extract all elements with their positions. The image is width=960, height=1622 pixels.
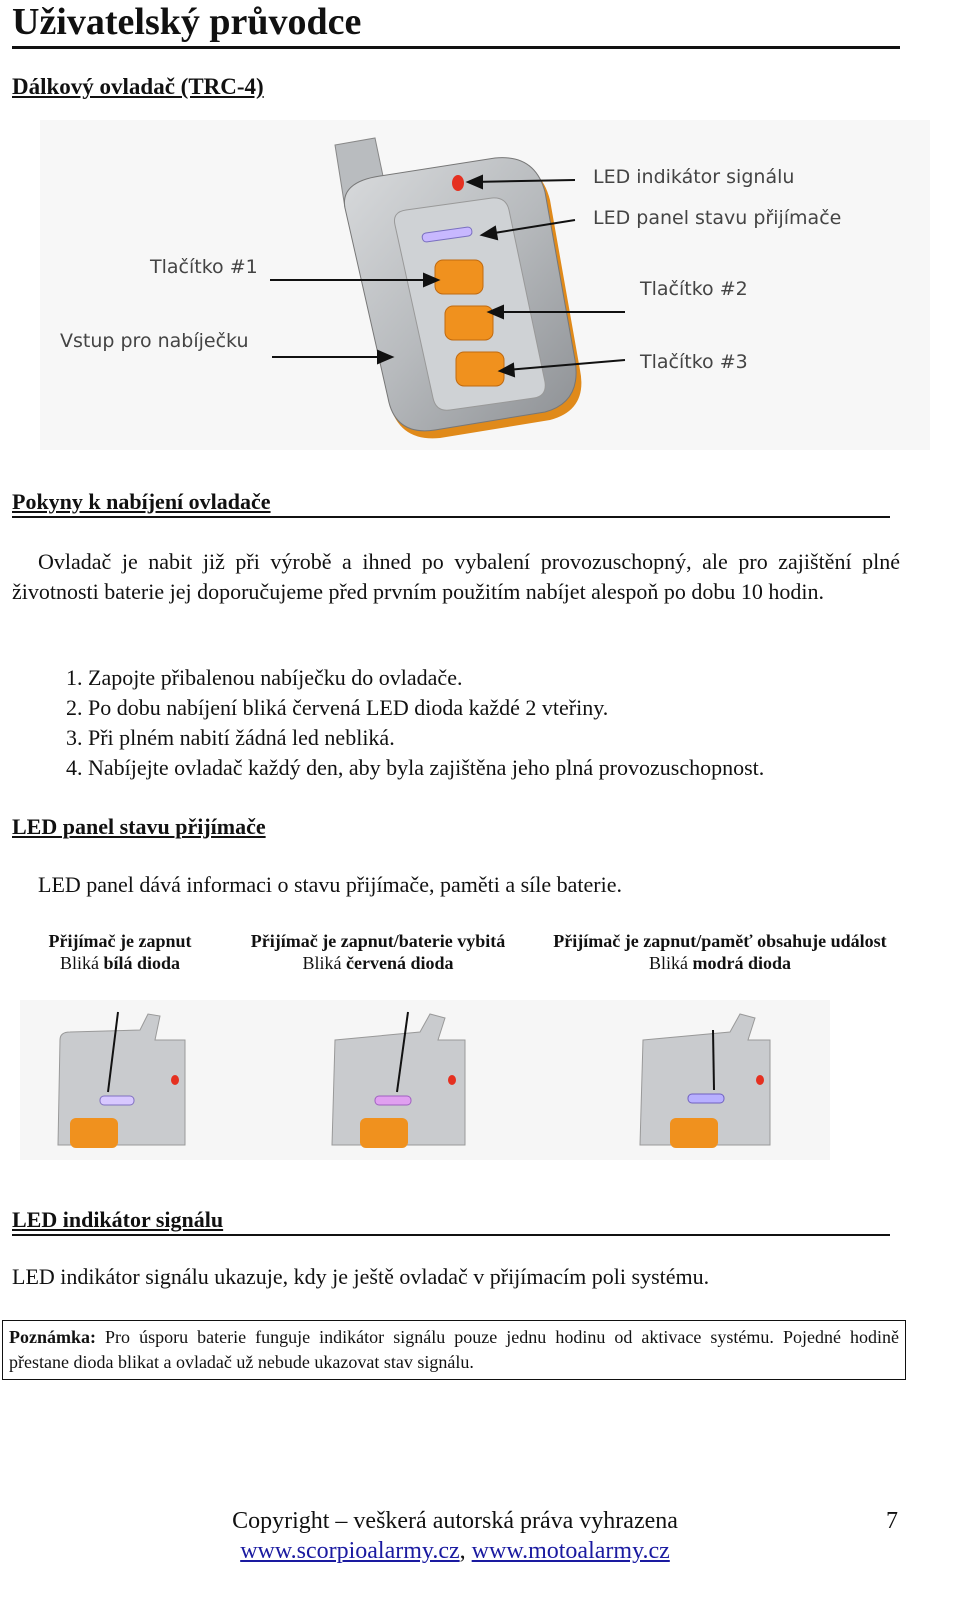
footer-link-motoalarmy[interactable]: www.motoalarmy.cz: [471, 1538, 670, 1564]
label-led-panel: LED panel stavu přijímače: [593, 207, 842, 229]
signal-heading: LED indikátor signálu: [12, 1206, 890, 1236]
led-state-title: Přijímač je zapnut/paměť obsahuje událost: [553, 931, 887, 951]
list-item: 1. Zapojte přibalenou nabíječku do ovladače.: [88, 663, 764, 693]
led-panel-lead: LED panel dává informaci o stavu přijímače, paměti a síle baterie.: [38, 872, 622, 897]
label-button1: Tlačítko #1: [150, 256, 258, 278]
note-label: Poznámka:: [9, 1327, 96, 1347]
remote-control-figure: [40, 120, 930, 450]
note-box: [2, 1320, 906, 1380]
list-item: 2. Po dobu nabíjení bliká červená LED dioda každé 2 vteřiny.: [88, 693, 764, 723]
label-charger: Vstup pro nabíječku: [60, 330, 249, 352]
page-title: Uživatelský průvodce: [12, 0, 900, 49]
footer-links: www.scorpioalarmy.cz, www.motoalarmy.cz: [240, 1538, 670, 1564]
led-state-1: [20, 930, 220, 974]
led-state-2: [228, 930, 528, 974]
led-state-3: [535, 930, 905, 974]
label-button3: Tlačítko #3: [640, 351, 748, 373]
list-item: 4. Nabíjejte ovladač každý den, aby byla zajištěna jeho plná provozuschopnost.: [88, 753, 764, 783]
footer-copyright: Copyright – veškerá autorská práva vyhrazena: [232, 1508, 678, 1534]
led-state-title: Přijímač je zapnut/baterie vybitá: [250, 931, 506, 951]
page-subtitle: Dálkový ovladač (TRC-4): [12, 74, 264, 99]
led-state-title: Přijímač je zapnut: [48, 931, 192, 951]
signal-text: LED indikátor signálu ukazuje, kdy je ještě ovladač v přijímacím poli systému.: [12, 1264, 710, 1289]
led-state-blink: Bliká červená dioda: [302, 953, 454, 973]
charging-steps: [40, 663, 764, 783]
led-state-images: [20, 1000, 830, 1160]
footer-link-scorpioalarmy[interactable]: www.scorpioalarmy.cz: [240, 1538, 460, 1564]
led-state-blink: Bliká bílá dioda: [59, 953, 181, 973]
charging-heading: Pokyny k nabíjení ovladače: [12, 488, 890, 518]
page-number: 7: [886, 1508, 898, 1534]
led-state-blink: Bliká modrá dioda: [648, 953, 792, 973]
charging-intro: Ovladač je nabit již při výrobě a ihned po vybalení provozuschopný, ale pro zajištění plné životnosti baterie jej doporučujeme před prvním použitím nabíjet alespoň po dobu 10 hodin.: [12, 549, 900, 604]
note-text: Pro úsporu baterie funguje indikátor signálu pouze jednu hodinu od aktivace systému. Pojedné hodině přestane dioda blikat a ovladač už nebude ukazovat stav signálu.: [9, 1327, 899, 1372]
list-item: 3. Při plném nabití žádná led nebliká.: [88, 723, 764, 753]
led-panel-heading: LED panel stavu přijímače: [12, 814, 266, 839]
label-button2: Tlačítko #2: [640, 278, 748, 300]
label-led-signal: LED indikátor signálu: [593, 166, 795, 188]
